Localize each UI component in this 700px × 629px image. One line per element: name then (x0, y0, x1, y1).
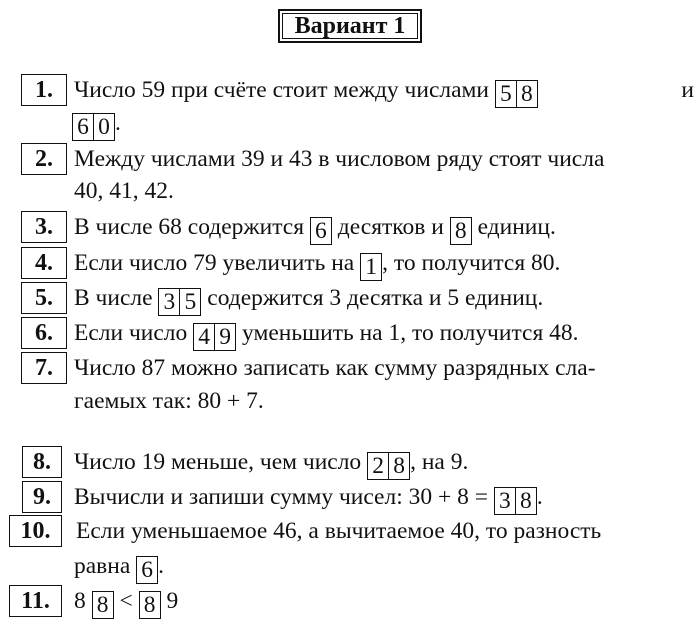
answer-box[interactable]: 6 0 (72, 113, 115, 141)
answer-box[interactable]: 6 (136, 556, 158, 584)
answer-box[interactable]: 5 8 (495, 80, 538, 108)
variant-title: Вариант 1 (278, 9, 422, 43)
item-3-text: В числе 68 содержится 6 десятков и 8 единиц. (74, 214, 556, 244)
item-1-line-1: Число 59 при счёте стоит между числами 5 8 и (74, 77, 694, 107)
item-8-text: Число 19 меньше, чем число 2 8 , на 9. (74, 449, 469, 479)
item-9-text: Вычисли и запиши сумму чисел: 30 + 8 = 3 8 . (74, 484, 543, 514)
answer-box[interactable]: 3 8 (494, 487, 537, 515)
item-2-line-2: 40, 41, 42. (74, 178, 174, 204)
item-4-text: Если число 79 увеличить на 1 , то получится 80. (74, 250, 561, 280)
item-11-text: 8 8 < 8 9 (74, 588, 179, 618)
item-number-6: 6. (21, 317, 67, 349)
answer-box[interactable]: 6 (310, 217, 332, 245)
item-5-text: В числе 3 5 содержится 3 десятка и 5 единиц. (74, 285, 544, 315)
answer-box[interactable]: 2 8 (367, 452, 410, 480)
answer-box[interactable]: 3 5 (158, 288, 201, 316)
item-7-line-1: Число 87 можно записать как сумму разрядных сла- (74, 355, 596, 381)
item-2-line-1: Между числами 39 и 43 в числовом ряду стоят числа (74, 146, 605, 172)
item-number-10: 10. (9, 515, 62, 547)
answer-box[interactable]: 8 (92, 591, 114, 619)
item-number-4: 4. (21, 247, 67, 279)
item-number-5: 5. (21, 282, 67, 314)
answer-box[interactable]: 8 (450, 217, 472, 245)
answer-box[interactable]: 1 (360, 253, 382, 281)
item-number-8: 8. (22, 446, 62, 478)
answer-box[interactable]: 8 (139, 591, 161, 619)
item-10-line-2: равна 6 . (74, 553, 165, 583)
item-10-line-1: Если уменьшаемое 46, а вычитаемое 40, то разность (76, 518, 602, 544)
item-7-line-2: гаемых так: 80 + 7. (74, 388, 264, 414)
item-6-text: Если число 4 9 уменьшить на 1, то получится 48. (74, 320, 579, 350)
item-number-11: 11. (9, 585, 62, 617)
item-1-line-2: 6 0 . (72, 108, 121, 141)
item-number-9: 9. (22, 481, 62, 513)
item-number-2: 2. (21, 143, 67, 175)
item-number-1: 1. (21, 74, 67, 106)
item-number-7: 7. (21, 352, 67, 384)
answer-box[interactable]: 4 9 (193, 323, 236, 351)
item-number-3: 3. (21, 211, 67, 243)
